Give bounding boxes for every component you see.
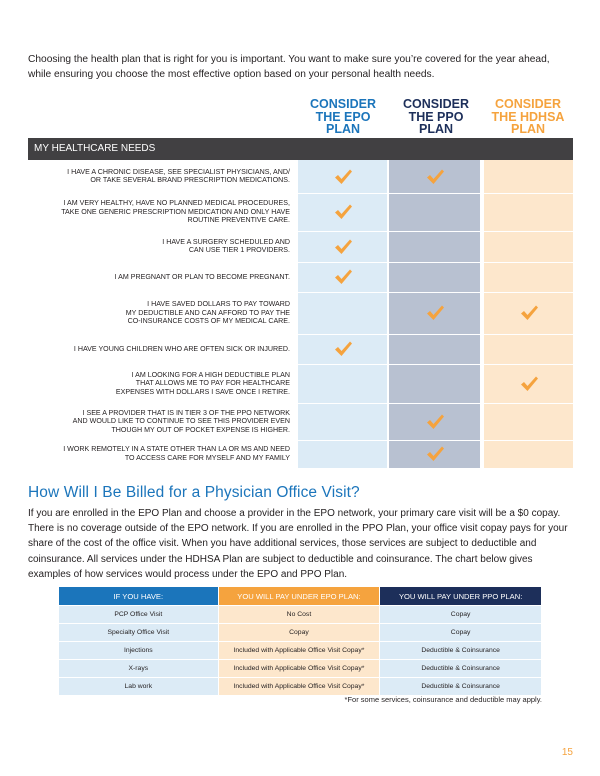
plan-header-line: THE EPO	[315, 109, 371, 124]
table-cell: Included with Applicable Office Visit Copay*	[218, 678, 380, 696]
table-cell: Specialty Office Visit	[59, 624, 219, 642]
checkmark-icon	[333, 168, 353, 186]
checkmark-icon	[333, 340, 353, 358]
table-row	[59, 606, 542, 624]
row-divider	[298, 262, 573, 263]
table-cell: Deductible & Coinsurance	[380, 660, 542, 678]
column-header: IF YOU HAVE:	[59, 587, 219, 606]
column-header: YOU WILL PAY UNDER EPO PLAN:	[218, 587, 380, 606]
need-text-line: EXPENSES WITH DOLLARS I SAVE ONCE I RETIRE.	[115, 387, 290, 396]
plan-header-line: THE PPO	[408, 109, 464, 124]
need-text-line: I AM LOOKING FOR A HIGH DEDUCTIBLE PLAN	[131, 370, 290, 379]
need-text-line: I HAVE YOUNG CHILDREN WHO ARE OFTEN SICK OR INJURED.	[73, 344, 290, 353]
table-cell: Deductible & Coinsurance	[380, 678, 542, 696]
checkmark-icon	[425, 304, 445, 322]
need-text-line: I AM PREGNANT OR PLAN TO BECOME PREGNANT.	[114, 272, 290, 281]
billing-paragraph: If you are enrolled in the EPO Plan and choose a provider in the EPO network, your primary care visit will be a $0 copay. There is no coverage outside of the EPO network. If you are enrolled in the PPO Plan, your office visit copay pays for your share of the cost of the office visit. When you have additional services, those services are subject to deductible and coinsurance. All services under the HDHSA Plan are subject to deductible and coinsurance. The chart below gives examples of how services would process under the EPO and PPO Plan.	[28, 508, 568, 580]
table-header-row	[59, 587, 542, 606]
checkmark-icon	[425, 413, 445, 431]
need-row-text	[40, 345, 290, 354]
row-divider	[298, 193, 573, 194]
table-cell: Deductible & Coinsurance	[380, 642, 542, 660]
billing-section-title: How Will I Be Billed for a Physician Office Visit?	[28, 484, 360, 501]
footnote: *For some services, coinsurance and deductible may apply.	[344, 695, 542, 704]
plan-header-ppo	[392, 98, 480, 136]
page-number: 15	[561, 747, 573, 758]
checkmark-icon	[425, 445, 445, 463]
plan-header-line: PLAN	[325, 122, 361, 136]
plan-header-line: PLAN	[510, 122, 546, 136]
need-text-line: I WORK REMOTELY IN A STATE OTHER THAN LA OR MS AND NEED	[63, 445, 290, 454]
table-cell: Included with Applicable Office Visit Copay*	[218, 642, 380, 660]
plan-header-line: CONSIDER	[310, 97, 376, 111]
table-cell: Lab work	[59, 678, 219, 696]
need-text-line: MY DEDUCTIBLE AND CAN AFFORD TO PAY THE	[125, 308, 290, 317]
need-text-line: OR TAKE SEVERAL BRAND PRESCRIPTION MEDICATIONS.	[90, 176, 290, 185]
table-cell: Copay	[380, 624, 542, 642]
table-cell: Copay	[380, 606, 542, 624]
table-row	[59, 642, 542, 660]
need-text-line: ROUTINE PREVENTIVE CARE.	[187, 216, 290, 225]
cost-comparison-table	[58, 586, 542, 696]
need-row-text	[40, 409, 290, 435]
table-cell: X-rays	[59, 660, 219, 678]
need-row-text	[40, 168, 290, 185]
need-row-text	[40, 371, 290, 397]
need-text-line: CAN USE TIER 1 PROVIDERS.	[188, 246, 290, 255]
checkmark-icon	[425, 168, 445, 186]
need-text-line: I HAVE A CHRONIC DISEASE, SEE SPECIALIST PHYSICIANS, AND/	[67, 167, 290, 176]
plan-header-line: CONSIDER	[495, 97, 561, 111]
plan-header-line: PLAN	[418, 122, 454, 136]
table-row	[59, 678, 542, 696]
table-row	[59, 624, 542, 642]
need-text-line: THOUGH MY OUT OF POCKET EXPENSE IS HIGHER.	[111, 425, 290, 434]
checkmark-icon	[333, 203, 353, 221]
need-text-line: CO-INSURANCE COSTS OF MY MEDICAL CARE.	[127, 317, 290, 326]
need-text-line: TAKE ONE GENERIC PRESCRIPTION MEDICATION AND ONLY HAVE	[61, 207, 290, 216]
table-cell: Included with Applicable Office Visit Copay*	[218, 660, 380, 678]
plan-header-hdhsa	[484, 98, 572, 136]
need-row-text	[40, 300, 290, 326]
table-cell: No Cost	[218, 606, 380, 624]
checkmark-icon	[519, 304, 539, 322]
row-divider	[298, 292, 573, 293]
plan-header-line: CONSIDER	[403, 97, 469, 111]
table-row	[59, 660, 542, 678]
need-text-line: I HAVE A SURGERY SCHEDULED AND	[162, 237, 290, 246]
table-cell: PCP Office Visit	[59, 606, 219, 624]
need-row-text	[40, 273, 290, 282]
row-divider	[298, 403, 573, 404]
checkmark-icon	[519, 375, 539, 393]
plan-header-line: THE HDHSA	[491, 109, 565, 124]
row-divider	[298, 334, 573, 335]
row-divider	[298, 440, 573, 441]
intro-paragraph: Choosing the health plan that is right for you is important. You want to make sure you’re covered for the year ahead, while ensuring you choose the most effective option based on your personal health needs.	[28, 54, 550, 80]
checkmark-icon	[333, 268, 353, 286]
row-divider	[298, 231, 573, 232]
table-cell: Injections	[59, 642, 219, 660]
plan-header-epo	[299, 98, 387, 136]
need-text-line: I AM VERY HEALTHY, HAVE NO PLANNED MEDICAL PROCEDURES,	[63, 199, 290, 208]
row-divider	[298, 364, 573, 365]
need-row-text	[40, 199, 290, 225]
needs-table-header: MY HEALTHCARE NEEDS	[28, 138, 573, 160]
checkmark-icon	[333, 238, 353, 256]
need-text-line: TO ACCESS CARE FOR MYSELF AND MY FAMILY	[124, 453, 290, 462]
need-text-line: THAT ALLOWS ME TO PAY FOR HEALTHCARE	[135, 379, 290, 388]
need-text-line: I SEE A PROVIDER THAT IS IN TIER 3 OF THE PPO NETWORK	[82, 408, 290, 417]
column-header: YOU WILL PAY UNDER PPO PLAN:	[380, 587, 542, 606]
need-row-text	[40, 445, 290, 462]
need-text-line: I HAVE SAVED DOLLARS TO PAY TOWARD	[147, 300, 290, 309]
table-cell: Copay	[218, 624, 380, 642]
need-text-line: AND WOULD LIKE TO CONTINUE TO SEE THIS PROVIDER EVEN	[72, 417, 290, 426]
need-row-text	[40, 238, 290, 255]
